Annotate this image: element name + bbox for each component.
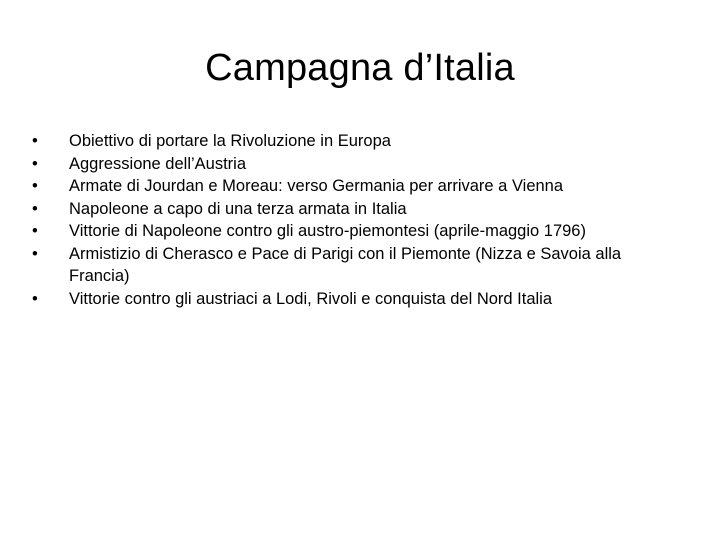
- bullet-dot-icon: •: [32, 132, 38, 150]
- list-item: [32, 220, 672, 243]
- bullet-dot-icon: •: [32, 199, 38, 218]
- bullet-dot-icon: •: [32, 222, 38, 240]
- bullet-text: Armate di Jourdan e Moreau: verso Germania per arrivare a Vienna: [69, 177, 564, 195]
- bullet-dot-icon: •: [32, 244, 38, 263]
- list-item: [32, 198, 672, 221]
- bullet-dot-icon: •: [32, 154, 38, 173]
- bullet-list: [32, 130, 672, 310]
- bullet-text: Vittorie contro gli austriaci a Lodi, Rivoli e conquista del Nord Italia: [69, 289, 553, 308]
- bullet-text: Vittorie di Napoleone contro gli austro-piemontesi (aprile-maggio 1796): [69, 222, 586, 240]
- bullet-text: Armistizio di Cherasco e Pace di Parigi con il Piemonte (Nizza e Savoia alla Francia): [69, 244, 622, 285]
- bullet-dot-icon: •: [32, 289, 38, 308]
- list-item: [32, 130, 672, 153]
- list-item: [32, 288, 672, 311]
- bullet-text: Obiettivo di portare la Rivoluzione in Europa: [69, 132, 391, 150]
- bullet-text: Aggressione dell’Austria: [69, 154, 247, 173]
- list-item: [32, 175, 672, 198]
- bullet-text: Napoleone a capo di una terza armata in Italia: [69, 199, 407, 218]
- slide-title: Campagna d’Italia: [205, 47, 515, 89]
- list-item: [32, 153, 672, 176]
- list-item: [32, 243, 672, 288]
- bullet-dot-icon: •: [32, 177, 38, 195]
